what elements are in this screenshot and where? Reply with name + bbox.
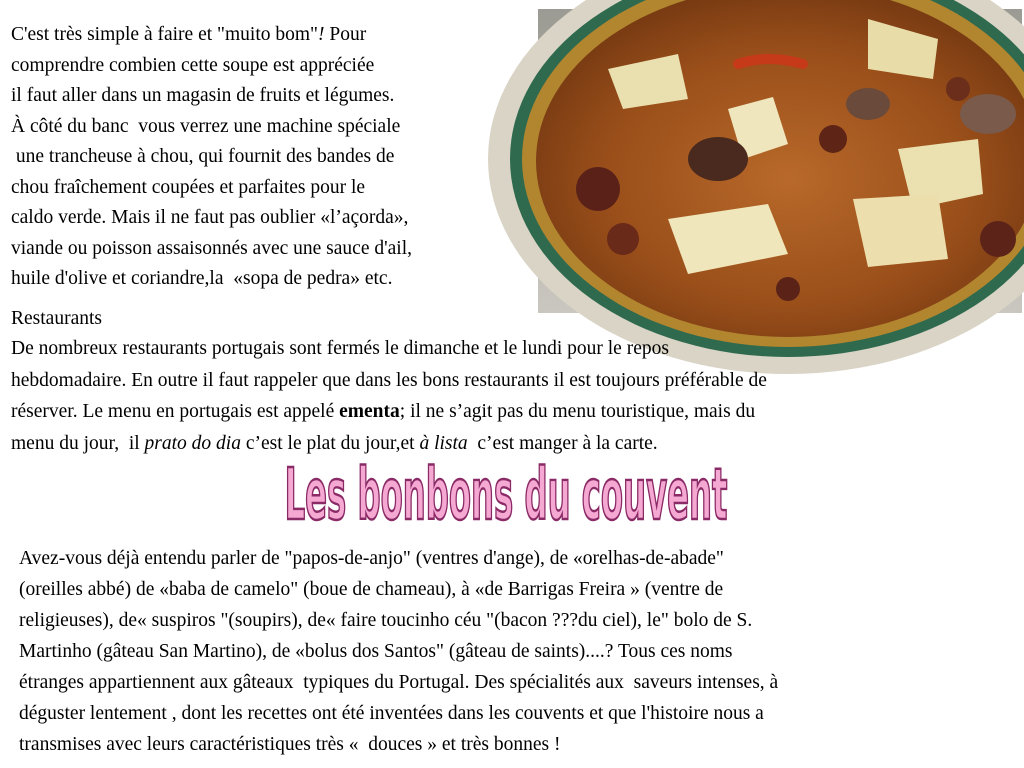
bonbons-line: transmises avec leurs caractéristiques très « douces » et très bonnes ! [19,734,561,755]
restaurants-line: De nombreux restaurants portugais sont fermés le dimanche et le lundi pour le repos [11,338,669,359]
bonbons-line: déguster lentement , dont les recettes ont été inventées dans les couvents et que l'histoire nous a [19,703,764,724]
restaurants-line [11,397,1016,429]
intro-line-text: Pour [324,24,367,45]
intro-line: chou fraîchement coupées et parfaites pour le [11,176,366,198]
bonbons-line: (oreilles abbé) de «baba de camelo" (boue de chameau), à «de Barrigas Freira » (ventre de [19,579,724,600]
restaurants-title: Restaurants [11,308,102,329]
bonbons-line: étranges appartiennent aux gâteaux typiques du Portugal. Des spécialités aux saveurs intenses, à [19,672,779,693]
intro-line: À côté du banc vous verrez une machine spéciale [11,115,401,137]
restaurants-line-text: menu du jour, il [11,432,145,454]
restaurants-line: hebdomadaire. En outre il faut rappeler que dans les bons restaurants il est toujours préférable de [11,369,767,391]
bonbons-line: religieuses), de« suspiros "(soupirs), de« faire toucinho céu "(bacon ???du ciel), le" bolo de S. [19,610,753,631]
intro-line: viande ou poisson assaisonnés avec une sauce d'ail, [11,237,412,259]
bonbons-line: Martinho (gâteau San Martino), de «bolus dos Santos" (gâteau de saints)....? Tous ces noms [19,641,733,662]
restaurants-line-text: réserver. Le menu en portugais est appelé [11,401,340,422]
intro-line-text: C'est très simple à faire et "muito bom" [11,24,318,45]
intro-exclamation: ! [318,24,325,45]
bonbons-heading-text: Les bonbons du couvent [284,454,728,537]
bonbons-heading-art [284,448,728,540]
a-lista-term: à lista [419,432,468,454]
bonbons-line: Avez-vous déjà entendu parler de "papos-de-anjo" (ventres d'ange), de «orelhas-de-abade" [19,548,724,569]
soup-bowl-image [538,9,1022,313]
intro-line: caldo verde. Mais il ne faut pas oublier «l’açorda», [11,207,409,228]
intro-line: il faut aller dans un magasin de fruits et légumes. [11,85,395,106]
intro-line: huile d'olive et coriandre,la «sopa de pedra» etc. [11,268,393,289]
ementa-term: ementa [339,401,400,422]
prato-do-dia-term: prato do dia [144,432,241,454]
restaurants-line-text: ; il ne s’agit pas du menu touristique, mais du [399,401,756,422]
intro-line [11,20,541,51]
bonbons-heading [284,448,728,540]
intro-line: comprendre combien cette soupe est appréciée [11,54,375,76]
bonbons-paragraph [19,544,1019,761]
intro-line: une trancheuse à chou, qui fournit des bandes de [11,146,395,167]
restaurants-line-text: c’est manger à la carte. [467,432,658,454]
intro-paragraph [11,20,541,295]
soup-photo [538,9,1022,313]
restaurants-line-text: c’est le plat du jour,et [240,432,420,454]
